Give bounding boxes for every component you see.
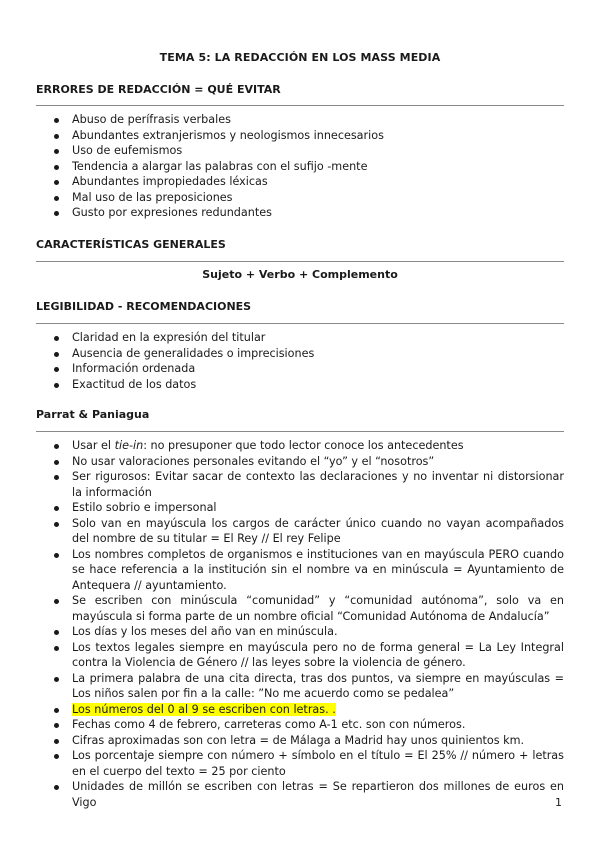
list-item-text: Gusto por expresiones redundantes	[72, 206, 272, 219]
bullet-icon	[54, 134, 59, 139]
list-item-text	[72, 749, 564, 778]
list-item-text-main: Unidades de millón se escriben con letras = Se repartieron dos millones de euros en Vigo	[72, 780, 564, 809]
list-item	[36, 593, 564, 624]
list-item-text-main: La primera palabra de una cita directa, tras dos puntos, va siempre en mayúsculas = Los niños salen por fin a la calle: ”No me acuerdo como se pedalea”	[72, 671, 564, 700]
sentence-structure-formula: Sujeto + Verbo + Complemento	[202, 268, 398, 281]
list-item-text	[72, 594, 564, 623]
errores-list	[36, 112, 564, 221]
list-item-text	[72, 641, 564, 670]
list-item-text-main: Se escriben con minúscula “comunidad” y “comunidad autónoma”, solo va en mayúscula si forma parte de un nombre oficial “Comunidad Autónoma de Andalucía”	[72, 594, 564, 623]
section-divider	[36, 323, 564, 324]
section-divider	[36, 105, 564, 106]
list-item-text-main: Cifras aproximadas son con letra = de Málaga a Madrid hay unos quinientos km.	[72, 733, 525, 747]
bullet-icon	[54, 118, 59, 123]
list-item-text	[72, 517, 564, 546]
legibilidad-list	[36, 330, 564, 392]
list-item-text	[72, 718, 465, 731]
bullet-icon	[54, 553, 59, 558]
page-number: 1	[555, 796, 562, 809]
bullet-icon	[54, 506, 59, 511]
bullet-icon	[54, 677, 59, 682]
list-item-text: Uso de eufemismos	[72, 144, 183, 157]
list-item	[36, 454, 564, 470]
list-item-text-main: Los números del 0 al 9 se escriben con letras. .	[72, 702, 336, 716]
list-item	[36, 516, 564, 547]
bullet-icon	[54, 739, 59, 744]
list-item-text-main: Ser rigurosos: Evitar sacar de contexto las declaraciones y no inventar ni distorsionar la información	[72, 470, 564, 499]
list-item-text	[72, 439, 464, 452]
section-divider	[36, 261, 564, 262]
list-item	[36, 748, 564, 779]
list-item	[36, 438, 564, 454]
bullet-icon	[54, 180, 59, 185]
list-item-text-main: Solo van en mayúscula los cargos de carácter único cuando no vayan acompañados del nombre de su titular = El Rey // El rey Felipe	[72, 516, 564, 545]
list-item-text-main: Los días y los meses del año van en minúscula.	[72, 625, 338, 638]
section-divider	[36, 431, 564, 432]
list-item	[36, 500, 564, 516]
list-item-text: Abundantes extranjerismos y neologismos innecesarios	[72, 128, 384, 142]
bullet-icon	[54, 723, 59, 728]
list-item-text	[72, 455, 434, 468]
list-item	[36, 361, 564, 377]
list-item	[36, 143, 564, 159]
bullet-icon	[54, 149, 59, 154]
list-item-text	[72, 672, 564, 701]
list-item	[36, 190, 564, 206]
list-item	[36, 640, 564, 671]
list-item	[36, 377, 564, 393]
list-item	[36, 128, 564, 144]
bullet-icon	[54, 352, 59, 357]
bullet-icon	[54, 383, 59, 388]
list-item-text: Abundantes impropiedades léxicas	[72, 175, 268, 188]
list-item-text	[72, 501, 217, 514]
bullet-icon	[54, 599, 59, 604]
section-heading-parrat: Parrat & Paniagua	[36, 408, 150, 421]
list-item-text	[72, 470, 564, 499]
list-item	[36, 112, 564, 128]
list-item-text: Exactitud de los datos	[72, 377, 197, 391]
bullet-icon	[54, 646, 59, 651]
bullet-icon	[54, 165, 59, 170]
bullet-icon	[54, 211, 59, 216]
list-item-text-main: No usar valoraciones personales evitando el “yo” y el “nosotros”	[72, 454, 435, 468]
list-item-text	[72, 780, 564, 809]
list-item-text-main: Los textos legales siempre en mayúscula pero no de forma general = La Ley Integral contra la Violencia de Género // las leyes sobre la violencia de género.	[72, 640, 564, 669]
list-item	[36, 174, 564, 190]
bullet-icon	[54, 196, 59, 201]
bullet-icon	[54, 522, 59, 527]
list-item	[36, 330, 564, 346]
bullet-icon	[54, 444, 59, 449]
bullet-icon	[54, 460, 59, 465]
list-item	[36, 159, 564, 175]
list-item-text-main: Estilo sobrio e impersonal	[72, 501, 217, 514]
bullet-icon	[54, 708, 59, 713]
list-item-text	[72, 625, 338, 638]
document-title: TEMA 5: LA REDACCIÓN EN LOS MASS MEDIA	[159, 51, 441, 64]
bullet-icon	[54, 475, 59, 480]
list-item-text-main: : no presuponer que todo lector conoce los antecedentes	[143, 439, 464, 452]
list-item	[36, 624, 564, 640]
section-heading-legibilidad: LEGIBILIDAD - RECOMENDACIONES	[36, 300, 252, 313]
list-item	[36, 779, 564, 810]
list-item	[36, 702, 564, 718]
list-item-text: Mal uso de las preposiciones	[72, 190, 233, 204]
list-item-text: Claridad en la expresión del titular	[72, 331, 266, 344]
bullet-icon	[54, 336, 59, 341]
section-heading-errores: ERRORES DE REDACCIÓN = QUÉ EVITAR	[36, 83, 281, 96]
list-item-text: Tendencia a alargar las palabras con el sufijo -mente	[72, 159, 368, 173]
list-item-text-main: Los porcentaje siempre con número + símbolo en el título = El 25% // número + letras en el cuerpo del texto = 25 por ciento	[72, 749, 564, 778]
list-item-term: tie-in	[114, 439, 144, 452]
list-item-text-main: Los nombres completos de organismos e instituciones van en mayúscula PERO cuando se hace referencia a la institución sin el nombre va en minúscula = Ayuntamiento de Antequera // ayuntamiento.	[72, 547, 564, 592]
list-item	[36, 717, 564, 733]
list-item-text	[72, 703, 336, 716]
section-heading-caracteristicas: CARACTERÍSTICAS GENERALES	[36, 238, 226, 251]
list-item-text: Ausencia de generalidades o imprecisiones	[72, 346, 315, 360]
list-item	[36, 469, 564, 500]
bullet-icon	[54, 754, 59, 759]
list-item	[36, 733, 564, 749]
list-item-text-pre: Usar el	[72, 439, 115, 452]
parrat-list	[36, 438, 564, 810]
list-item-text: Abuso de perífrasis verbales	[72, 113, 231, 126]
list-item-text	[72, 734, 524, 747]
list-item	[36, 205, 564, 221]
list-item	[36, 547, 564, 594]
list-item	[36, 671, 564, 702]
bullet-icon	[54, 630, 59, 635]
list-item-text: Información ordenada	[72, 362, 196, 375]
bullet-icon	[54, 367, 59, 372]
list-item	[36, 346, 564, 362]
list-item-text	[72, 548, 564, 592]
list-item-text-main: Fechas como 4 de febrero, carreteras como A-1 etc. son con números.	[72, 718, 466, 731]
bullet-icon	[54, 785, 59, 790]
